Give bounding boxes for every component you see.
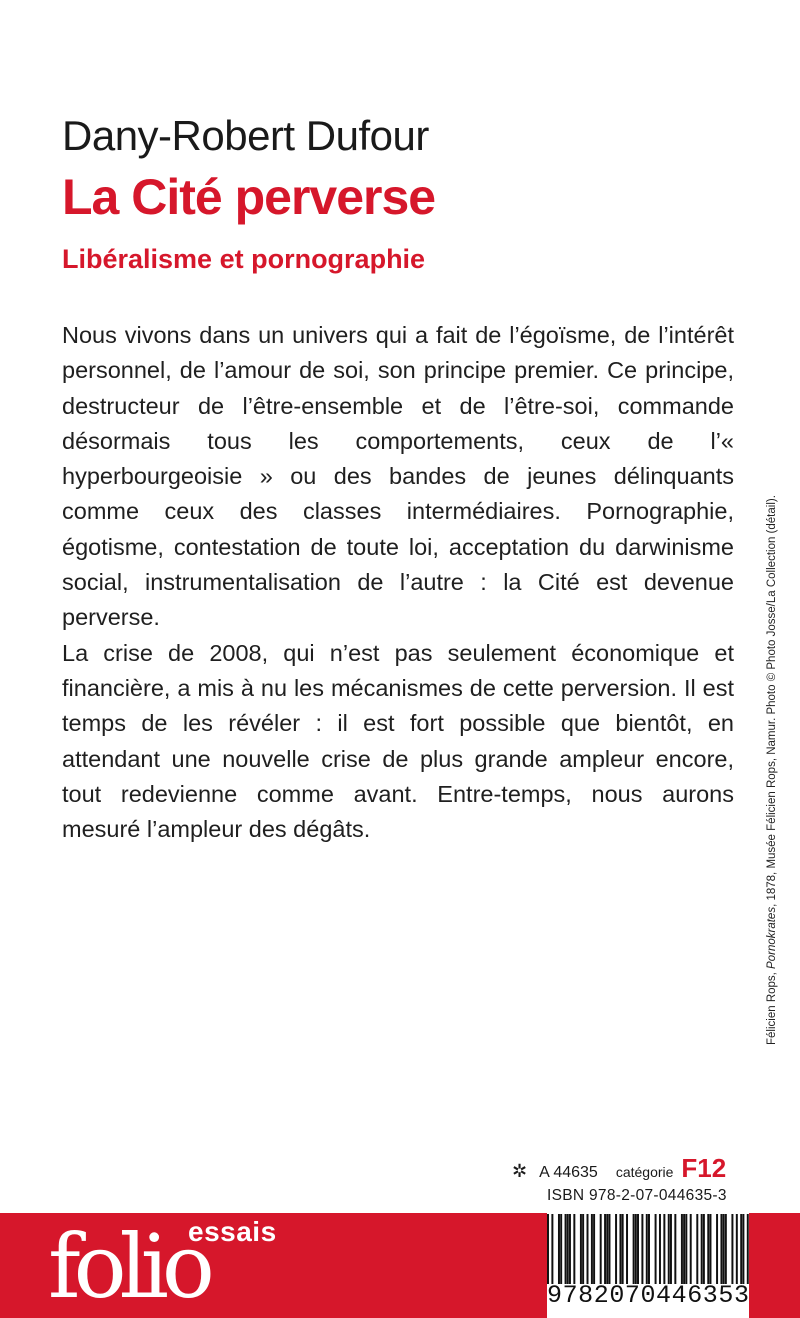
barcode-bar <box>547 1214 549 1284</box>
barcode-bar <box>565 1214 567 1284</box>
barcode-bar <box>626 1214 628 1284</box>
blurb-paragraph-1: Nous vivons dans un univers qui a fait de l’égoïsme, de l’intérêt personnel, de l’amour de soi, son principe premier. Ce principe, destructeur de l’être-ensemble et de l’être-soi, commande désormais tous les comportements, ceux de l’« hyperbourgeoisie » ou des bandes de jeunes délinquants comme ceux des classes intermédiaires. Pornographie, égotisme, contestation de toute loi, acceptation du darwinisme social, instrumentalisation de l’autre : la Cité est devenue perverse. <box>62 322 734 631</box>
blurb-paragraph-2: La crise de 2008, qui n’est pas seulement économique et financière, a mis à nu les mécanismes de cette perversion. Il est temps de les révéler : il est fort possible que bientôt, en attendant une nouvelle crise de plus grande ampleur encore, tout redevienne comme avant. Entre-temps, nous aurons mesuré l’ampleur des dégâts. <box>62 639 734 843</box>
barcode-bars <box>547 1214 749 1286</box>
barcode-bar <box>608 1214 610 1284</box>
catalog-line <box>512 1153 748 1184</box>
barcode-bar <box>683 1214 685 1284</box>
barcode-digit: 2 <box>593 1281 609 1310</box>
barcode-bar <box>593 1214 595 1284</box>
barcode-bar <box>569 1214 571 1284</box>
barcode-bar <box>690 1214 692 1284</box>
blurb <box>62 318 734 847</box>
credit-details: , 1878, Musée Félicien Rops, Namur. Photo © Photo Josse/La Collection (détail). <box>766 495 778 907</box>
barcode-bar <box>703 1214 705 1284</box>
barcode-bar <box>622 1214 624 1284</box>
barcode-bar <box>648 1214 650 1284</box>
barcode-digit: 9 <box>547 1281 563 1310</box>
barcode-digit: 0 <box>640 1281 656 1310</box>
book-title: La Cité perverse <box>62 169 436 225</box>
barcode-bar <box>740 1214 742 1284</box>
barcode-bar <box>619 1214 621 1284</box>
barcode-bar <box>558 1214 560 1284</box>
credit-work-title: Pornokrates <box>766 906 778 969</box>
barcode-bar <box>641 1214 643 1284</box>
barcode-bar <box>701 1214 703 1284</box>
barcode-digit: 6 <box>687 1281 703 1310</box>
barcode-bar <box>709 1214 711 1284</box>
barcode-bar <box>591 1214 593 1284</box>
image-credit <box>766 495 778 1045</box>
barcode-bar <box>551 1214 553 1284</box>
barcode-bar <box>600 1214 602 1284</box>
barcode-bar <box>716 1214 718 1284</box>
barcode-bar <box>580 1214 582 1284</box>
barcode-digit: 3 <box>733 1281 749 1310</box>
barcode-bar <box>696 1214 698 1284</box>
barcode-bar <box>560 1214 562 1284</box>
barcode-bar <box>668 1214 670 1284</box>
barcode-bar <box>655 1214 657 1284</box>
barcode-bar <box>635 1214 637 1284</box>
barcode-bar <box>663 1214 665 1284</box>
isbn: ISBN 978-2-07-044635-3 <box>547 1187 727 1204</box>
barcode-bar <box>685 1214 687 1284</box>
barcode-bar <box>606 1214 608 1284</box>
barcode-bar <box>573 1214 575 1284</box>
barcode-bar <box>587 1214 589 1284</box>
folio-logo: folio <box>48 1215 208 1318</box>
barcode-digit: 5 <box>718 1281 734 1310</box>
gallimard-logo-icon: ✲ <box>512 1161 528 1181</box>
barcode-digit: 4 <box>656 1281 672 1310</box>
barcode-digit: 0 <box>609 1281 625 1310</box>
barcode-bar <box>747 1214 749 1284</box>
barcode-bar <box>670 1214 672 1284</box>
barcode-digits <box>547 1283 749 1308</box>
barcode-bar <box>615 1214 617 1284</box>
barcode-digit: 4 <box>671 1281 687 1310</box>
barcode-bar <box>725 1214 727 1284</box>
barcode-bar <box>567 1214 569 1284</box>
barcode-digit: 7 <box>624 1281 640 1310</box>
barcode-digit: 8 <box>578 1281 594 1310</box>
catalog-code: A 44635 <box>539 1164 598 1181</box>
barcode-bar <box>681 1214 683 1284</box>
barcode-bar <box>582 1214 584 1284</box>
barcode-bar <box>659 1214 661 1284</box>
barcode <box>547 1211 749 1318</box>
barcode-bar <box>674 1214 676 1284</box>
credit-artist: Félicien Rops, <box>766 968 778 1045</box>
barcode-bar <box>633 1214 635 1284</box>
barcode-digit: 7 <box>562 1281 578 1310</box>
category-code: F12 <box>681 1153 727 1183</box>
barcode-bar <box>742 1214 744 1284</box>
author-name: Dany-Robert Dufour <box>62 112 429 159</box>
barcode-bar <box>637 1214 639 1284</box>
category-label: catégorie <box>615 1164 674 1180</box>
barcode-bar <box>720 1214 722 1284</box>
barcode-bar <box>646 1214 648 1284</box>
barcode-bar <box>731 1214 733 1284</box>
collection-name: essais <box>188 1216 277 1247</box>
barcode-digit: 3 <box>702 1281 718 1310</box>
barcode-bar <box>723 1214 725 1284</box>
barcode-bar <box>736 1214 738 1284</box>
book-subtitle: Libéralisme et pornographie <box>62 244 426 274</box>
barcode-bar <box>604 1214 606 1284</box>
barcode-bar <box>707 1214 709 1284</box>
